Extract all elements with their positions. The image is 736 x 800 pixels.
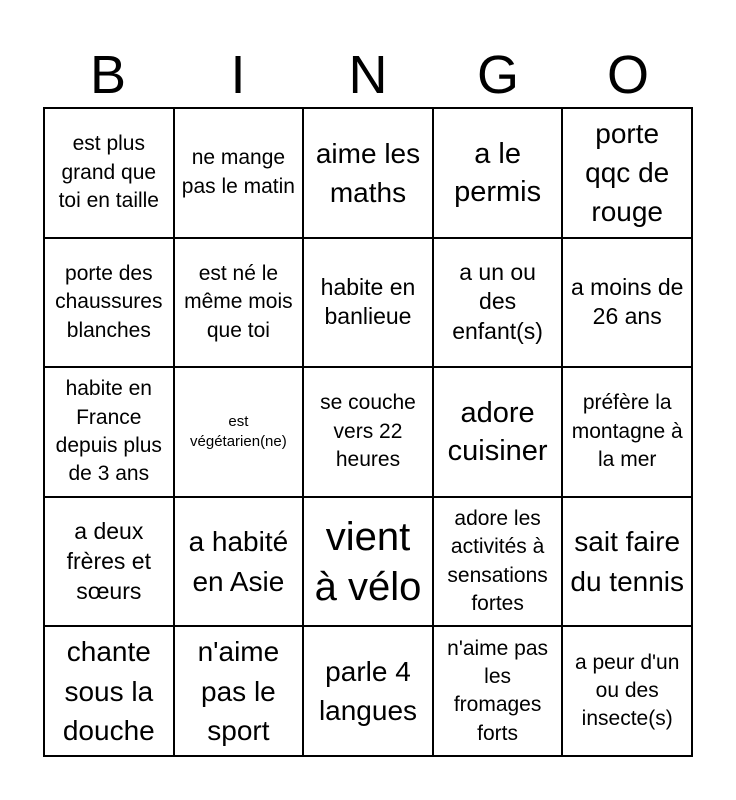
cell-text: porte qqc de rouge (585, 118, 670, 228)
cell-text: a moins de 26 ans (570, 273, 684, 330)
bingo-card (43, 107, 693, 757)
cell-text: est plus grand que toi en taille (58, 132, 159, 212)
bingo-cell[interactable] (45, 627, 175, 757)
bingo-header (43, 44, 693, 106)
header-letter-i: I (230, 45, 246, 105)
cell-text: préfère la montagne à la mer (571, 391, 683, 472)
bingo-cell[interactable] (563, 239, 693, 369)
bingo-cell[interactable] (175, 109, 305, 239)
cell-text: aime les maths (315, 137, 421, 208)
cell-text: porte des chaussures blanches (55, 261, 163, 342)
bingo-cell[interactable] (563, 109, 693, 239)
bingo-cell[interactable] (304, 239, 434, 369)
cell-text: a peur d'un ou des insecte(s) (574, 650, 680, 731)
header-letter-g: G (476, 45, 519, 105)
bingo-cell[interactable] (563, 368, 693, 498)
cell-text: n'aime pas le sport (197, 636, 280, 746)
bingo-cell[interactable] (45, 109, 175, 239)
cell-text: a habité en Asie (188, 526, 289, 597)
bingo-cell[interactable] (175, 368, 305, 498)
cell-text: a deux frères et sœurs (66, 517, 151, 604)
bingo-cell[interactable] (45, 498, 175, 628)
bingo-cell[interactable] (175, 627, 305, 757)
cell-text: n'aime pas les fromages forts (447, 636, 549, 745)
cell-text: a un ou des enfant(s) (452, 258, 543, 345)
bingo-cell[interactable] (304, 368, 434, 498)
bingo-cell[interactable] (175, 498, 305, 628)
bingo-cell[interactable] (45, 239, 175, 369)
cell-text: adore les activités à sensations fortes (447, 506, 548, 615)
bingo-cell[interactable] (304, 109, 434, 239)
cell-text: a le permis (454, 137, 542, 208)
cell-text: est né le même mois que toi (184, 261, 293, 342)
cell-text: adore cuisiner (447, 396, 548, 467)
header-letter-n: N (348, 45, 388, 105)
cell-text: habite en banlieue (320, 273, 416, 330)
bingo-cell[interactable] (434, 627, 564, 757)
cell-text: parle 4 langues (318, 656, 418, 727)
bingo-cell[interactable] (304, 627, 434, 757)
bingo-cell[interactable] (434, 109, 564, 239)
header-letter-o: O (606, 45, 649, 105)
bingo-cell[interactable] (175, 239, 305, 369)
bingo-cell[interactable] (563, 498, 693, 628)
bingo-cell[interactable] (434, 239, 564, 369)
cell-text: est végétarien(ne) (190, 413, 287, 450)
bingo-cell[interactable] (45, 368, 175, 498)
bingo-cell[interactable] (434, 498, 564, 628)
bingo-cell[interactable] (563, 627, 693, 757)
cell-text: se couche vers 22 heures (320, 391, 416, 472)
cell-text: sait faire du tennis (570, 526, 685, 597)
header-letter-b: B (89, 45, 127, 105)
cell-text: ne mange pas le matin (181, 146, 295, 198)
cell-text: habite en France depuis plus de 3 ans (55, 377, 162, 486)
bingo-cell[interactable] (304, 498, 434, 628)
bingo-cell[interactable] (434, 368, 564, 498)
cell-text: vient à vélo (314, 514, 422, 609)
cell-text: chante sous la douche (62, 636, 155, 746)
